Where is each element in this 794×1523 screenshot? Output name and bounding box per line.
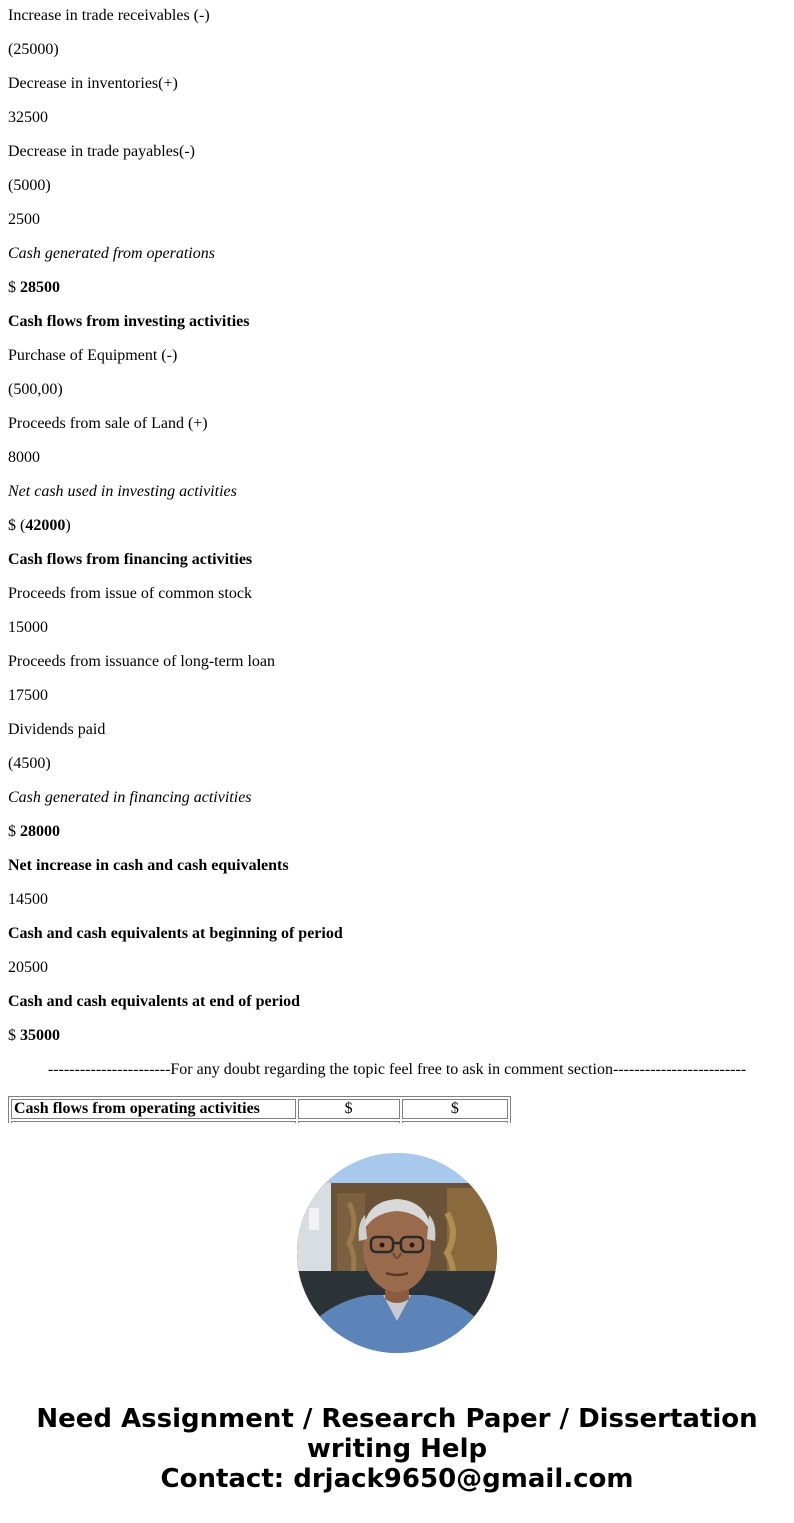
footer-line-2: writing Help	[306, 1434, 488, 1464]
line-inventories-amount: 32500	[8, 109, 48, 126]
cash-end-total-value: 35000	[20, 1027, 60, 1044]
line-decrease-payables: Decrease in trade payables(-)	[8, 143, 195, 160]
table-header-dollar: $	[402, 1099, 508, 1119]
heading-cash-beginning: Cash and cash equivalents at beginning of period	[8, 925, 343, 942]
line-loan-amount: 17500	[8, 687, 48, 704]
table-header-dollar: $	[298, 1099, 400, 1119]
table-cell	[402, 1121, 508, 1123]
line-net-cash-investing: Net cash used in investing activities	[8, 483, 237, 500]
cash-flow-table	[8, 1096, 511, 1123]
financing-total-value: 28000	[20, 823, 60, 840]
line-long-term-loan: Proceeds from issuance of long-term loan	[8, 653, 276, 670]
heading-financing-activities: Cash flows from financing activities	[8, 551, 253, 568]
currency-prefix: $	[8, 279, 20, 296]
footer-promo	[0, 1404, 794, 1494]
footer-line-1: Need Assignment / Research Paper / Dissertation	[36, 1404, 758, 1434]
heading-net-increase-cash: Net increase in cash and cash equivalents	[8, 857, 289, 874]
currency-prefix: $ (	[8, 517, 26, 534]
line-cash-beginning-amount: 20500	[8, 959, 48, 976]
table-row	[11, 1099, 508, 1119]
cash-flow-statement	[8, 7, 788, 1061]
currency-suffix: )	[65, 517, 71, 534]
investing-total-value: 42000	[25, 517, 66, 534]
currency-prefix: $	[8, 823, 20, 840]
line-payables-amount: (5000)	[8, 177, 51, 194]
comment-note: -----------------------For any doubt regarding the topic feel free to ask in comment section-------------------------	[47, 1061, 747, 1078]
line-net-increase-amount: 14500	[8, 891, 48, 908]
footer-contact: Contact: drjack9650@gmail.com	[160, 1464, 634, 1494]
author-avatar	[297, 1153, 497, 1353]
currency-prefix: $	[8, 1027, 20, 1044]
operations-total-value: 28500	[20, 279, 60, 296]
table-header-activities: Cash flows from operating activities	[11, 1099, 296, 1119]
table-cell	[11, 1121, 296, 1123]
line-land-amount: 8000	[8, 449, 40, 466]
line-sale-of-land: Proceeds from sale of Land (+)	[8, 415, 208, 432]
line-operations-total	[8, 279, 788, 297]
line-working-capital-subtotal: 2500	[8, 211, 40, 228]
line-issue-common-stock: Proceeds from issue of common stock	[8, 585, 252, 602]
table-cell	[298, 1121, 400, 1123]
line-investing-total	[8, 517, 788, 535]
line-increase-receivables: Increase in trade receivables (-)	[8, 7, 210, 24]
author-photo	[297, 1153, 497, 1353]
line-receivables-amount: (25000)	[8, 41, 59, 58]
table-row	[11, 1121, 508, 1123]
line-purchase-equipment: Purchase of Equipment (-)	[8, 347, 178, 364]
heading-cash-end: Cash and cash equivalents at end of period	[8, 993, 301, 1010]
line-cash-generated-operations: Cash generated from operations	[8, 245, 215, 262]
heading-investing-activities: Cash flows from investing activities	[8, 313, 250, 330]
line-decrease-inventories: Decrease in inventories(+)	[8, 75, 178, 92]
line-dividends-amount: (4500)	[8, 755, 51, 772]
cash-flow-table-grid	[8, 1096, 511, 1123]
line-equipment-amount: (500,00)	[8, 381, 63, 398]
line-cash-generated-financing: Cash generated in financing activities	[8, 789, 252, 806]
line-stock-amount: 15000	[8, 619, 48, 636]
line-financing-total	[8, 823, 788, 841]
line-dividends-paid: Dividends paid	[8, 721, 106, 738]
line-cash-end-total	[8, 1027, 788, 1045]
